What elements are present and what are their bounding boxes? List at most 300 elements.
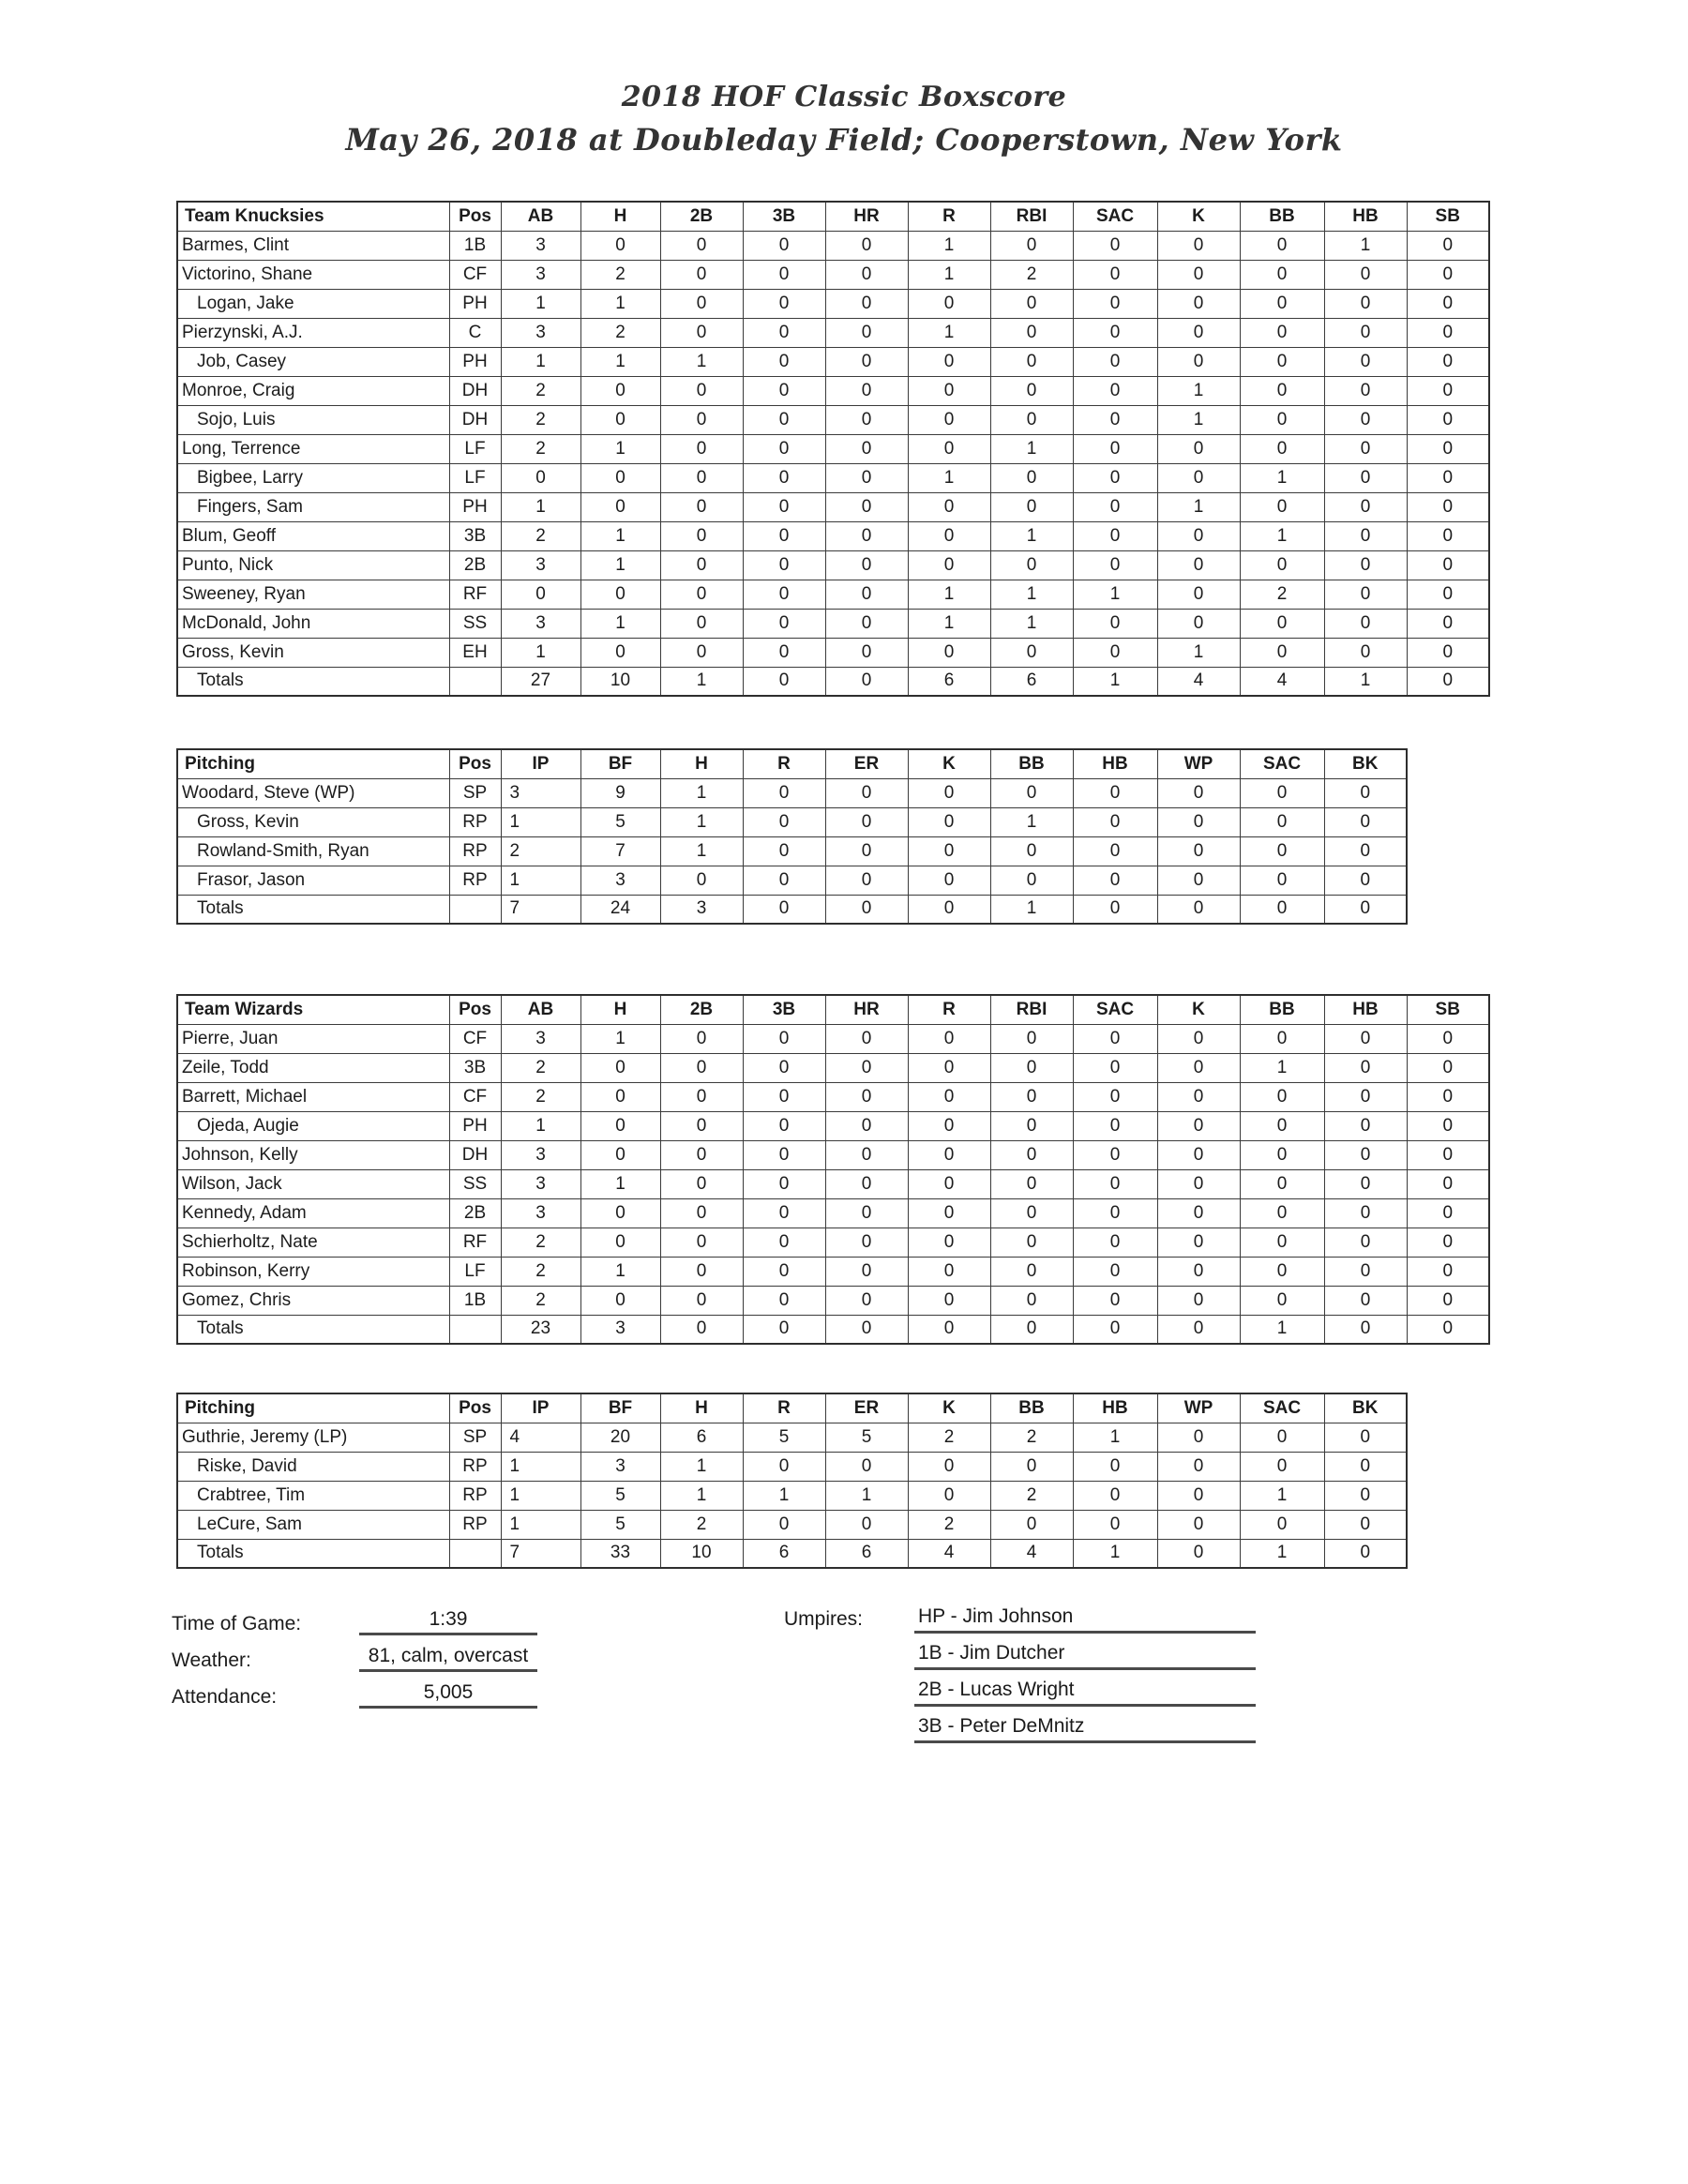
stat-cell: 0 (1073, 463, 1157, 492)
stat-cell: 0 (580, 1140, 660, 1169)
stat-cell: 0 (908, 1228, 990, 1257)
stat-cell: 0 (1157, 1423, 1240, 1452)
column-header-h: H (660, 749, 743, 778)
stat-cell: 1 (501, 1452, 580, 1481)
stat-cell: 0 (825, 405, 908, 434)
stat-cell: 0 (660, 492, 743, 521)
stat-cell: 0 (1324, 778, 1407, 807)
totals-label: Totals (177, 895, 449, 924)
stat-cell: 0 (908, 1140, 990, 1169)
stat-cell: 0 (908, 347, 990, 376)
stat-cell: 1 (908, 231, 990, 260)
column-header-team: Team Knucksies (177, 202, 449, 231)
stat-cell: 0 (580, 463, 660, 492)
stat-cell: 0 (1073, 550, 1157, 580)
stat-cell: 0 (1324, 1024, 1407, 1053)
stat-cell: 0 (1407, 289, 1489, 318)
stat-cell: 0 (825, 1510, 908, 1539)
column-header-h: H (580, 202, 660, 231)
time-of-game-label: Time of Game: (172, 1613, 302, 1634)
stat-cell: 1 (660, 1481, 743, 1510)
stat-cell: 0 (743, 1140, 825, 1169)
stat-cell: 0 (1240, 492, 1324, 521)
table-row (177, 1286, 1489, 1315)
stat-cell: 0 (1324, 1228, 1407, 1257)
player-name-cell: Punto, Nick (177, 550, 449, 580)
stat-cell: 0 (1324, 836, 1407, 866)
totals-stat-cell: 0 (1073, 895, 1157, 924)
position-cell: DH (449, 376, 501, 405)
stat-cell: 0 (660, 550, 743, 580)
stat-cell: 0 (1073, 1198, 1157, 1228)
stat-cell: 0 (1157, 1140, 1240, 1169)
stat-cell: 1 (1240, 1053, 1324, 1082)
column-header-team: Team Wizards (177, 995, 449, 1024)
wizards-pitching-table (176, 1393, 1408, 1569)
stat-cell: 1 (660, 836, 743, 866)
table-row (177, 550, 1489, 580)
stat-cell: 0 (908, 1024, 990, 1053)
position-cell: RF (449, 1228, 501, 1257)
stat-cell: 0 (743, 1111, 825, 1140)
table-row (177, 289, 1489, 318)
stat-cell: 1 (1073, 1423, 1157, 1452)
stat-cell: 0 (908, 492, 990, 521)
stat-cell: 0 (908, 1198, 990, 1228)
stat-cell: 0 (1407, 1111, 1489, 1140)
stat-cell: 0 (1073, 866, 1157, 895)
stat-cell: 0 (660, 1257, 743, 1286)
stat-cell: 0 (501, 580, 580, 609)
stat-cell: 0 (743, 836, 825, 866)
totals-stat-cell: 0 (743, 667, 825, 696)
stat-cell: 1 (1240, 463, 1324, 492)
column-header-pos: Pos (449, 1393, 501, 1423)
totals-stat-cell: 23 (501, 1315, 580, 1344)
stat-cell: 0 (1407, 1053, 1489, 1082)
column-header-sac: SAC (1073, 202, 1157, 231)
stat-cell: 1 (1157, 638, 1240, 667)
stat-cell: 0 (1324, 1286, 1407, 1315)
stat-cell: 0 (825, 866, 908, 895)
stat-cell: 2 (990, 1423, 1073, 1452)
knucksies-pitching-table (176, 748, 1408, 925)
stat-cell: 0 (1324, 1111, 1407, 1140)
stat-cell: 1 (1157, 376, 1240, 405)
attendance-label: Attendance: (172, 1686, 278, 1708)
stat-cell: 0 (825, 376, 908, 405)
stat-cell: 1 (1240, 1481, 1324, 1510)
stat-cell: 0 (1240, 1198, 1324, 1228)
column-header-sb: SB (1407, 202, 1489, 231)
stat-cell: 1 (990, 521, 1073, 550)
position-cell: C (449, 318, 501, 347)
table-row (177, 1452, 1407, 1481)
stat-cell: 0 (743, 463, 825, 492)
stat-cell: 0 (660, 1169, 743, 1198)
totals-stat-cell: 0 (743, 895, 825, 924)
column-header-bb: BB (1240, 995, 1324, 1024)
table-header-row (177, 749, 1407, 778)
stat-cell: 0 (990, 866, 1073, 895)
stat-cell: 0 (825, 1140, 908, 1169)
position-cell: 1B (449, 1286, 501, 1315)
stat-cell: 0 (1407, 1257, 1489, 1286)
stat-cell: 0 (1324, 1257, 1407, 1286)
totals-stat-cell: 4 (990, 1539, 1073, 1568)
table-row (177, 521, 1489, 550)
umpires-label: Umpires: (784, 1608, 864, 1630)
table-row (177, 1111, 1489, 1140)
stat-cell: 2 (580, 260, 660, 289)
stat-cell: 1 (501, 1111, 580, 1140)
stat-cell: 0 (1240, 609, 1324, 638)
column-header-r: R (908, 995, 990, 1024)
stat-cell: 0 (580, 1082, 660, 1111)
stat-cell: 0 (1407, 347, 1489, 376)
table-row (177, 434, 1489, 463)
stat-cell: 0 (1324, 463, 1407, 492)
totals-stat-cell: 0 (1157, 1539, 1240, 1568)
totals-stat-cell: 0 (825, 667, 908, 696)
column-header-2b: 2B (660, 202, 743, 231)
stat-cell: 0 (908, 376, 990, 405)
position-cell: RP (449, 1452, 501, 1481)
stat-cell: 0 (1073, 638, 1157, 667)
totals-stat-cell: 0 (1073, 1315, 1157, 1344)
stat-cell: 0 (1073, 1481, 1157, 1510)
stat-cell: 0 (1157, 231, 1240, 260)
stat-cell: 1 (501, 1510, 580, 1539)
column-header-r: R (743, 1393, 825, 1423)
stat-cell: 0 (990, 318, 1073, 347)
stat-cell: 0 (660, 1082, 743, 1111)
position-cell: DH (449, 1140, 501, 1169)
stat-cell: 1 (1073, 580, 1157, 609)
stat-cell: 2 (501, 1228, 580, 1257)
stat-cell: 0 (1073, 318, 1157, 347)
stat-cell: 0 (908, 866, 990, 895)
title-line-2: May 26, 2018 at Doubleday Field; Cooperstown, New York (345, 121, 1343, 158)
position-cell: RP (449, 836, 501, 866)
stat-cell: 5 (580, 1481, 660, 1510)
stat-cell: 1 (990, 807, 1073, 836)
totals-stat-cell: 6 (990, 667, 1073, 696)
position-cell: DH (449, 405, 501, 434)
stat-cell: 0 (1157, 1452, 1240, 1481)
column-header-rbi: RBI (990, 995, 1073, 1024)
stat-cell: 0 (990, 376, 1073, 405)
stat-cell: 0 (990, 1024, 1073, 1053)
stat-cell: 3 (501, 260, 580, 289)
stat-cell: 0 (990, 1082, 1073, 1111)
stat-cell: 0 (1240, 1257, 1324, 1286)
stat-cell: 3 (501, 318, 580, 347)
player-name-cell: Johnson, Kelly (177, 1140, 449, 1169)
stat-cell: 0 (1073, 1510, 1157, 1539)
stat-cell: 0 (1240, 231, 1324, 260)
stat-cell: 1 (580, 521, 660, 550)
stat-cell: 1 (1157, 492, 1240, 521)
stat-cell: 5 (580, 807, 660, 836)
position-cell: 2B (449, 550, 501, 580)
stat-cell: 0 (743, 376, 825, 405)
stat-cell: 0 (1324, 866, 1407, 895)
column-header-r: R (743, 749, 825, 778)
stat-cell: 0 (1407, 434, 1489, 463)
stat-cell: 0 (990, 1198, 1073, 1228)
stat-cell: 0 (1324, 609, 1407, 638)
stat-cell: 0 (908, 807, 990, 836)
stat-cell: 6 (660, 1423, 743, 1452)
totals-stat-cell: 4 (1157, 667, 1240, 696)
player-name-cell: Frasor, Jason (177, 866, 449, 895)
player-name-cell: Gross, Kevin (177, 638, 449, 667)
stat-cell: 2 (501, 521, 580, 550)
table-row (177, 638, 1489, 667)
player-name-cell: McDonald, John (177, 609, 449, 638)
table-body (177, 1024, 1489, 1344)
stat-cell: 0 (743, 1510, 825, 1539)
stat-cell: 1 (990, 609, 1073, 638)
stat-cell: 1 (580, 434, 660, 463)
stat-cell: 0 (1073, 807, 1157, 836)
position-cell: CF (449, 260, 501, 289)
column-header-2b: 2B (660, 995, 743, 1024)
stat-cell: 0 (580, 376, 660, 405)
stat-cell: 1 (908, 260, 990, 289)
table-header-row (177, 995, 1489, 1024)
stat-cell: 2 (908, 1423, 990, 1452)
stat-cell: 0 (1073, 1169, 1157, 1198)
stat-cell: 0 (908, 289, 990, 318)
stat-cell: 0 (1324, 638, 1407, 667)
totals-stat-cell: 10 (580, 667, 660, 696)
stat-cell: 3 (501, 550, 580, 580)
stat-cell: 0 (1407, 260, 1489, 289)
stat-cell: 0 (660, 1024, 743, 1053)
stat-cell: 0 (1157, 836, 1240, 866)
stat-cell: 0 (825, 289, 908, 318)
totals-stat-cell: 0 (1157, 1315, 1240, 1344)
column-header-rbi: RBI (990, 202, 1073, 231)
stat-cell: 0 (1157, 521, 1240, 550)
stat-cell: 0 (580, 1228, 660, 1257)
stat-cell: 0 (1073, 1024, 1157, 1053)
stat-cell: 1 (580, 550, 660, 580)
stat-cell: 0 (1324, 521, 1407, 550)
stat-cell: 0 (1407, 580, 1489, 609)
stat-cell: 0 (1240, 260, 1324, 289)
totals-stat-cell: 10 (660, 1539, 743, 1568)
column-header-wp: WP (1157, 749, 1240, 778)
stat-cell: 0 (1157, 260, 1240, 289)
player-name-cell: Crabtree, Tim (177, 1481, 449, 1510)
player-name-cell: Schierholtz, Nate (177, 1228, 449, 1257)
totals-stat-cell: 33 (580, 1539, 660, 1568)
stat-cell: 0 (743, 1053, 825, 1082)
stat-cell: 0 (908, 1111, 990, 1140)
stat-cell: 0 (1157, 1111, 1240, 1140)
stat-cell: 0 (580, 1286, 660, 1315)
stat-cell: 0 (1240, 778, 1324, 807)
totals-stat-cell: 3 (660, 895, 743, 924)
stat-cell: 0 (743, 807, 825, 836)
stat-cell: 0 (908, 836, 990, 866)
stat-cell: 0 (825, 1198, 908, 1228)
stat-cell: 0 (1240, 289, 1324, 318)
totals-stat-cell: 0 (1324, 1539, 1407, 1568)
stat-cell: 0 (660, 580, 743, 609)
stat-cell: 0 (1324, 1140, 1407, 1169)
time-of-game-row (172, 1608, 537, 1635)
stat-cell: 0 (1240, 1228, 1324, 1257)
stat-cell: 0 (825, 778, 908, 807)
totals-stat-cell: 0 (1240, 895, 1324, 924)
stat-cell: 2 (990, 260, 1073, 289)
stat-cell: 0 (990, 638, 1073, 667)
stat-cell: 0 (660, 260, 743, 289)
stat-cell: 0 (1240, 550, 1324, 580)
table-row (177, 231, 1489, 260)
stat-cell: 0 (743, 580, 825, 609)
stat-cell: 0 (1407, 1024, 1489, 1053)
stat-cell: 0 (825, 807, 908, 836)
player-name-cell: Riske, David (177, 1452, 449, 1481)
column-header-hb: HB (1324, 995, 1407, 1024)
stat-cell: 0 (1407, 638, 1489, 667)
stat-cell: 0 (1240, 1286, 1324, 1315)
player-name-cell: Ojeda, Augie (177, 1111, 449, 1140)
weather-value: 81, calm, overcast (359, 1645, 537, 1672)
stat-cell: 0 (1073, 289, 1157, 318)
stat-cell: 1 (580, 609, 660, 638)
stat-cell: 0 (990, 550, 1073, 580)
stat-cell: 1 (580, 1169, 660, 1198)
stat-cell: 0 (660, 1228, 743, 1257)
stat-cell: 0 (1407, 1082, 1489, 1111)
stat-cell: 0 (1324, 807, 1407, 836)
stat-cell: 2 (908, 1510, 990, 1539)
stat-cell: 1 (660, 807, 743, 836)
totals-label: Totals (177, 1539, 449, 1568)
stat-cell: 0 (1073, 376, 1157, 405)
stat-cell: 1 (1157, 405, 1240, 434)
stat-cell: 0 (1407, 492, 1489, 521)
stat-cell: 0 (1324, 289, 1407, 318)
position-cell: PH (449, 289, 501, 318)
stat-cell: 2 (501, 405, 580, 434)
column-header-hb: HB (1073, 1393, 1157, 1423)
stat-cell: 0 (990, 778, 1073, 807)
column-header-team: Pitching (177, 1393, 449, 1423)
stat-cell: 0 (660, 434, 743, 463)
stat-cell: 0 (1073, 521, 1157, 550)
stat-cell: 2 (1240, 580, 1324, 609)
stat-cell: 0 (1324, 260, 1407, 289)
totals-stat-cell: 0 (1407, 1315, 1489, 1344)
stat-cell: 1 (580, 1024, 660, 1053)
stat-cell: 0 (1324, 492, 1407, 521)
column-header-bk: BK (1324, 749, 1407, 778)
stat-cell: 0 (743, 1228, 825, 1257)
table-header-row (177, 1393, 1407, 1423)
stat-cell: 3 (501, 778, 580, 807)
stat-cell: 0 (660, 376, 743, 405)
column-header-bf: BF (580, 1393, 660, 1423)
table-body (177, 778, 1407, 924)
player-name-cell: LeCure, Sam (177, 1510, 449, 1539)
stat-cell: 5 (743, 1423, 825, 1452)
column-header-er: ER (825, 1393, 908, 1423)
stat-cell: 0 (743, 289, 825, 318)
player-name-cell: Sweeney, Ryan (177, 580, 449, 609)
stat-cell: 0 (1240, 318, 1324, 347)
column-header-k: K (1157, 202, 1240, 231)
stat-cell: 0 (825, 1169, 908, 1198)
stat-cell: 0 (1157, 1481, 1240, 1510)
stat-cell: 0 (1157, 1169, 1240, 1198)
stat-cell: 0 (743, 609, 825, 638)
stat-cell: 0 (1073, 609, 1157, 638)
stat-cell: 0 (825, 836, 908, 866)
title-line-1: 2018 HOF Classic Boxscore (621, 81, 1067, 113)
stat-cell: 1 (501, 347, 580, 376)
stat-cell: 0 (908, 434, 990, 463)
stat-cell: 0 (743, 638, 825, 667)
stat-cell: 0 (990, 463, 1073, 492)
stat-cell: 0 (990, 289, 1073, 318)
column-header-hb: HB (1324, 202, 1407, 231)
totals-stat-cell: 6 (743, 1539, 825, 1568)
stat-cell: 0 (1407, 1140, 1489, 1169)
stat-cell: 0 (1407, 1198, 1489, 1228)
stat-cell: 0 (825, 463, 908, 492)
player-name-cell: Kennedy, Adam (177, 1198, 449, 1228)
position-cell: 3B (449, 521, 501, 550)
stat-cell: 0 (825, 347, 908, 376)
stat-cell: 0 (908, 1169, 990, 1198)
stat-cell: 0 (1073, 260, 1157, 289)
position-cell: PH (449, 347, 501, 376)
player-name-cell: Job, Casey (177, 347, 449, 376)
stat-cell: 0 (990, 1053, 1073, 1082)
stat-cell: 1 (580, 289, 660, 318)
stat-cell: 0 (908, 550, 990, 580)
stat-cell: 1 (990, 580, 1073, 609)
totals-stat-cell: 0 (660, 1315, 743, 1344)
stat-cell: 3 (580, 866, 660, 895)
stat-cell: 0 (990, 1140, 1073, 1169)
table-row (177, 1257, 1489, 1286)
stat-cell: 0 (825, 638, 908, 667)
stat-cell: 1 (743, 1481, 825, 1510)
stat-cell: 3 (501, 1198, 580, 1228)
stat-cell: 1 (660, 778, 743, 807)
position-cell: RF (449, 580, 501, 609)
stat-cell: 2 (660, 1510, 743, 1539)
stat-cell: 0 (1407, 405, 1489, 434)
column-header-hr: HR (825, 995, 908, 1024)
stat-cell: 0 (908, 1452, 990, 1481)
stat-cell: 0 (660, 405, 743, 434)
stat-cell: 2 (501, 1257, 580, 1286)
player-name-cell: Barrett, Michael (177, 1082, 449, 1111)
stat-cell: 0 (1407, 1286, 1489, 1315)
totals-stat-cell: 0 (1324, 1315, 1407, 1344)
stat-cell: 0 (1073, 1140, 1157, 1169)
totals-position-cell (449, 895, 501, 924)
